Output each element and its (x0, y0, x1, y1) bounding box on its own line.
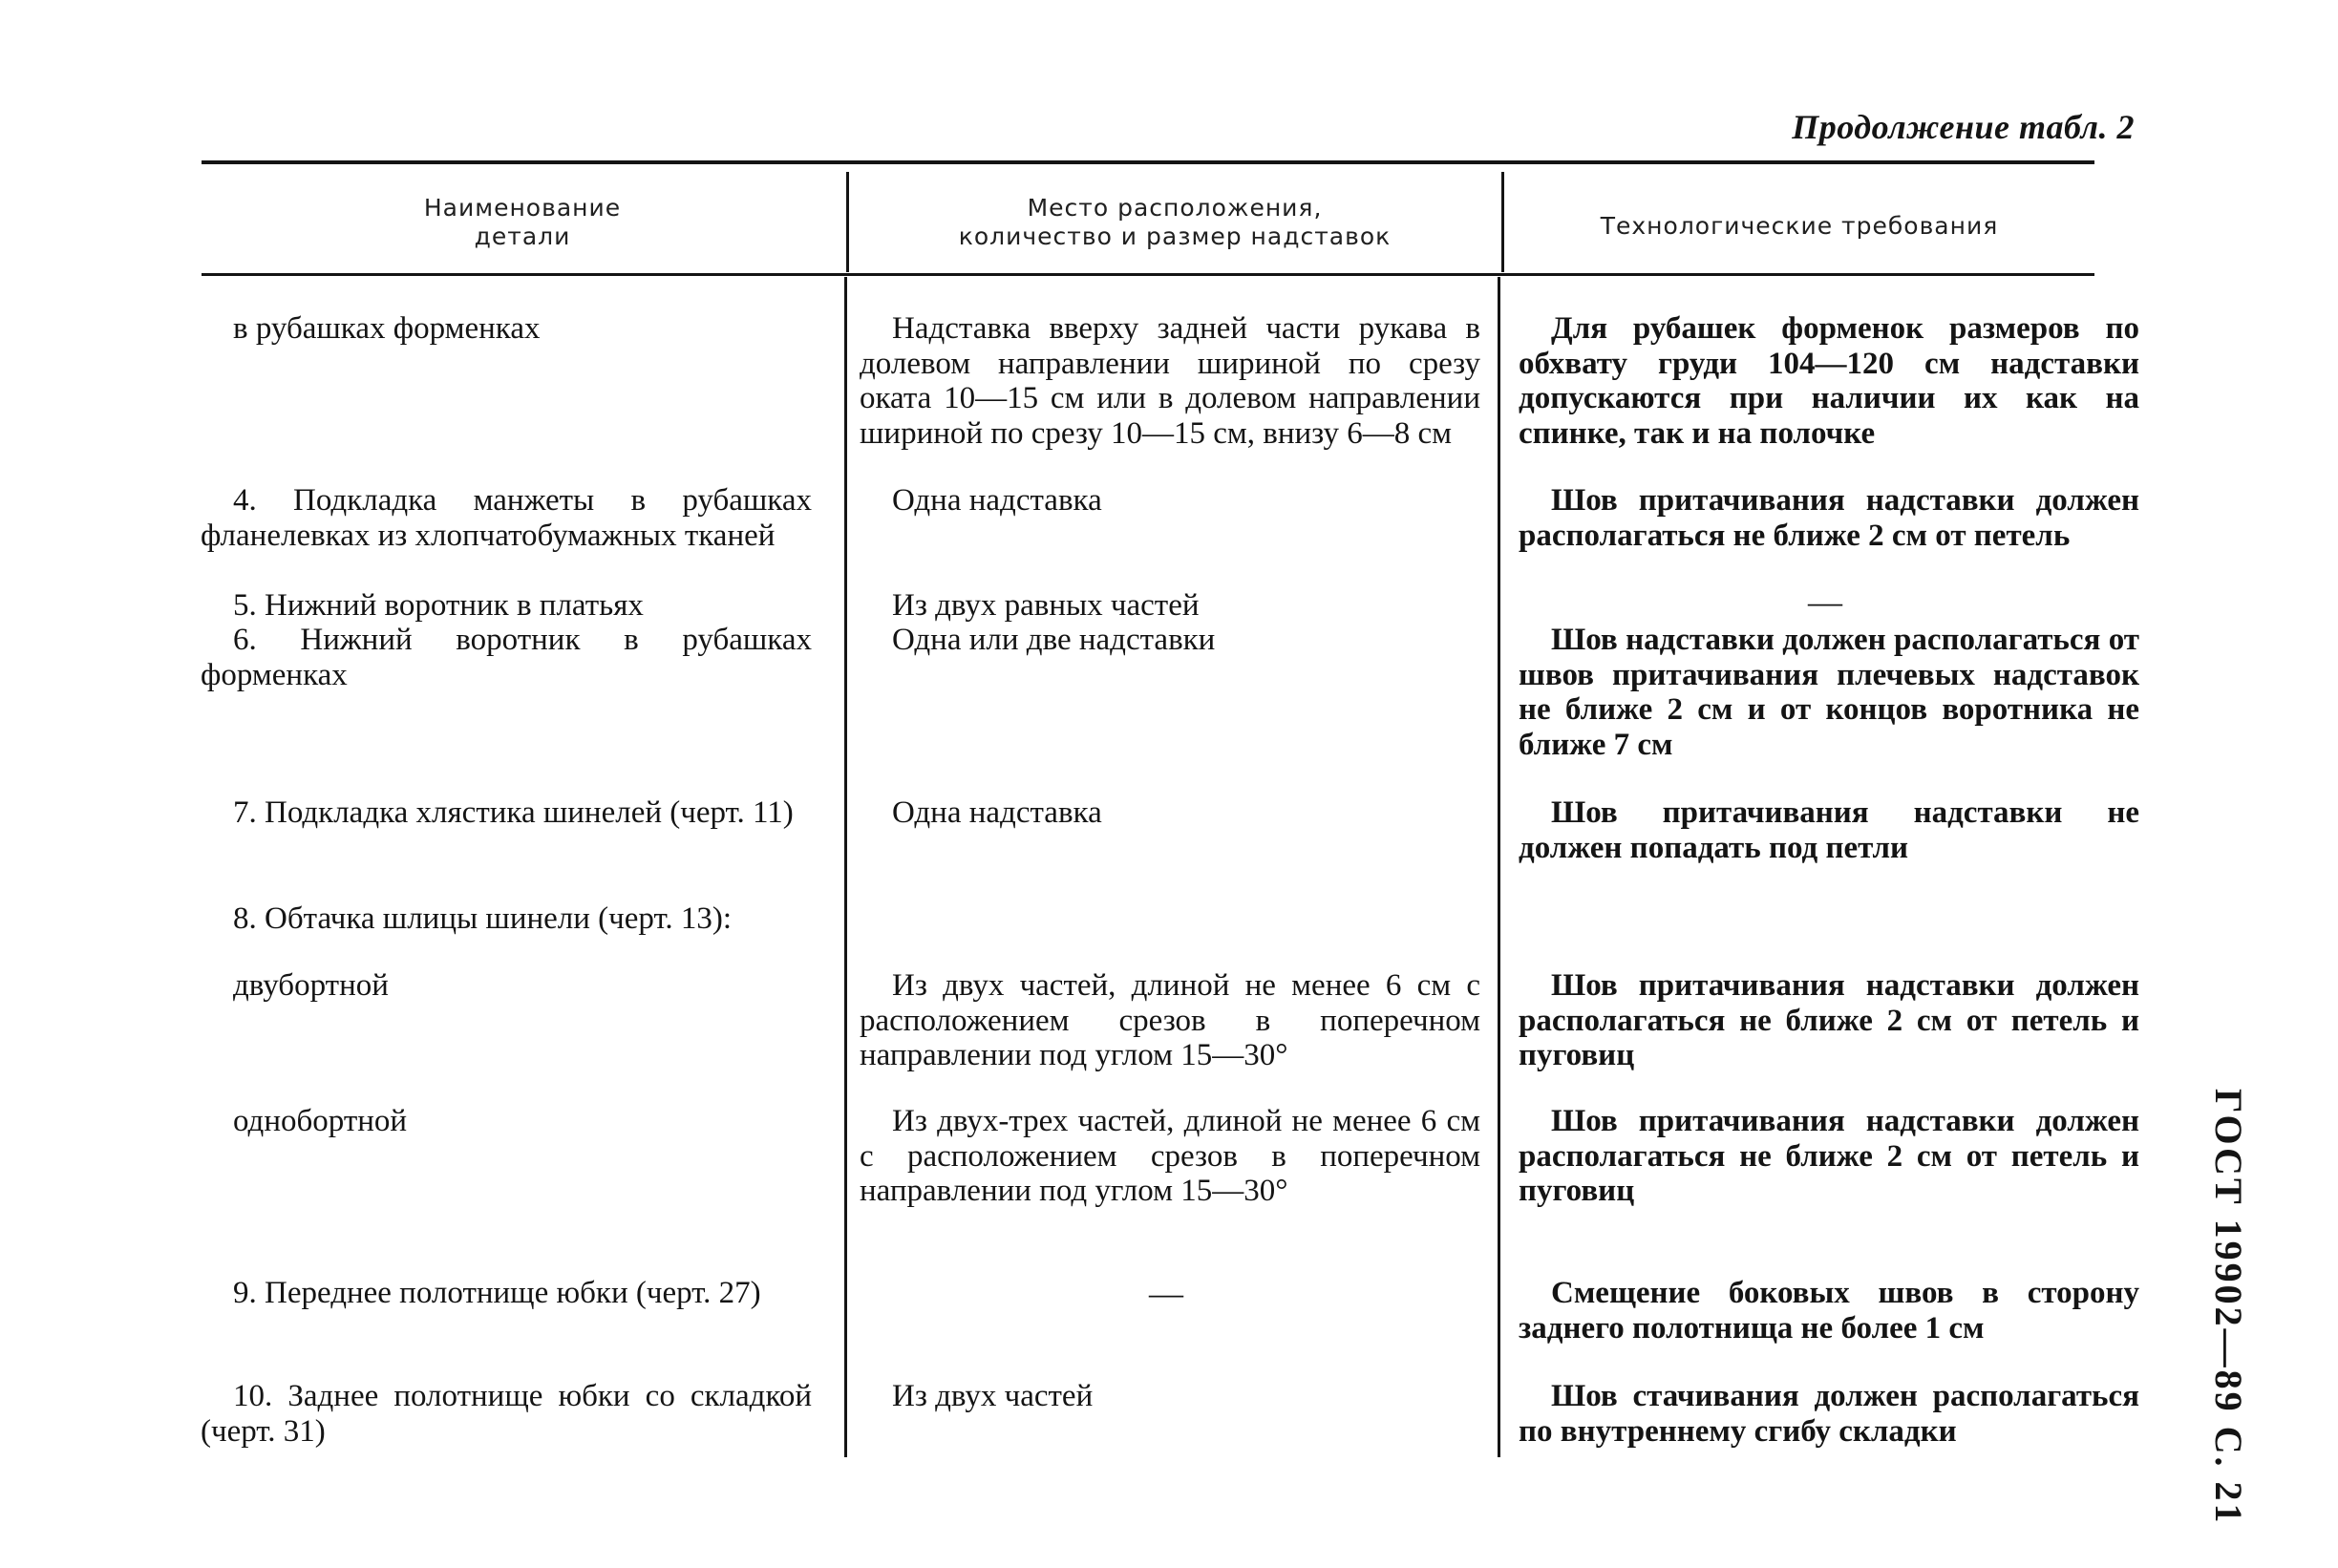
row-10-name: 10. Заднее полотнище юбки со складкой (черт. 31) (201, 1379, 812, 1449)
row-5-place: Одна надставка (892, 795, 1102, 830)
header-bottom-rule (202, 273, 2094, 276)
row-4-name: 6. Нижний воротник в рубашках форменках (201, 623, 812, 692)
column-divider-1-body (844, 277, 847, 1457)
row-6-name: 8. Обтачка шлицы шинели (черт. 13): (233, 901, 733, 936)
header-col-place-line1: Место расположения, (1027, 194, 1323, 222)
row-5-name: 7. Подкладка хлястика шинелей (черт. 11) (233, 795, 794, 830)
page-side-label: ГОСТ 19902—89 С. 21 (2207, 1089, 2250, 1526)
row-4-place: Одна или две надставки (892, 623, 1216, 657)
row-7-place: Из двух частей, длиной не менее 6 см с расположением срезов в поперечном направлении под углом 15—30° (860, 968, 1480, 1072)
row-1-name: в рубашках форменках (233, 311, 541, 346)
header-col-place-line2: количество и размер надставок (958, 222, 1392, 250)
row-9-name: 9. Переднее полотнище юбки (черт. 27) (233, 1276, 761, 1310)
header-col-name-line2: детали (474, 222, 571, 250)
row-9-place: — (1149, 1274, 1183, 1312)
row-8-name: однобортной (233, 1104, 408, 1138)
column-divider-2-body (1498, 277, 1500, 1457)
column-divider-1 (846, 172, 849, 272)
row-7-name: двубортной (233, 968, 389, 1003)
header-col-name (202, 194, 842, 251)
row-2-place: Одна надставка (892, 483, 1102, 518)
row-10-requirement: Шов стачивания должен располагаться по внутреннему сгибу складки (1519, 1379, 2139, 1449)
row-9-requirement: Смещение боковых швов в сторону заднего полотнища не более 1 см (1519, 1276, 2139, 1346)
row-10-place: Из двух частей (892, 1379, 1094, 1413)
row-4-requirement: Шов надставки должен располагаться от швов притачивания плечевых надставок не ближе 2 см и от концов воротника не ближе 7 см (1519, 623, 2139, 762)
header-col-requirements: Технологические требования (1600, 212, 1999, 240)
column-divider-2 (1501, 172, 1504, 272)
header-col-place (850, 194, 1499, 251)
row-2-name: 4. Подкладка манжеты в рубашках фланелевках из хлопчатобумажных тканей (201, 483, 812, 553)
table-top-rule (202, 160, 2094, 164)
header-col-name-line1: Наименование (423, 194, 622, 222)
table-caption: Продолжение табл. 2 (1792, 108, 2135, 146)
row-5-requirement: Шов притачивания надставки не должен попадать под петли (1519, 795, 2139, 865)
row-2-requirement: Шов притачивания надставки должен располагаться не ближе 2 см от петель (1519, 483, 2139, 553)
row-3-requirement: — (1808, 583, 1842, 621)
row-1-requirement: Для рубашек форменок размеров по обхвату груди 104—120 см надставки допускаются при наличии их как на спинке, так и на полочке (1519, 311, 2139, 451)
row-1-place: Надставка вверху задней части рукава в долевом направлении шириной по срезу оката 10—15 см или в долевом направлении шириной по срезу 10—15 см, внизу 6—8 см (860, 311, 1480, 451)
row-8-requirement: Шов притачивания надставки должен располагаться не ближе 2 см от петель и пуговиц (1519, 1104, 2139, 1208)
row-3-name: 5. Нижний воротник в платьях (233, 588, 644, 623)
row-7-requirement: Шов притачивания надставки должен располагаться не ближе 2 см от петель и пуговиц (1519, 968, 2139, 1072)
row-3-place: Из двух равных частей (892, 588, 1200, 623)
row-8-place: Из двух-трех частей, длиной не менее 6 см с расположением срезов в поперечном направлении под углом 15—30° (860, 1104, 1480, 1208)
